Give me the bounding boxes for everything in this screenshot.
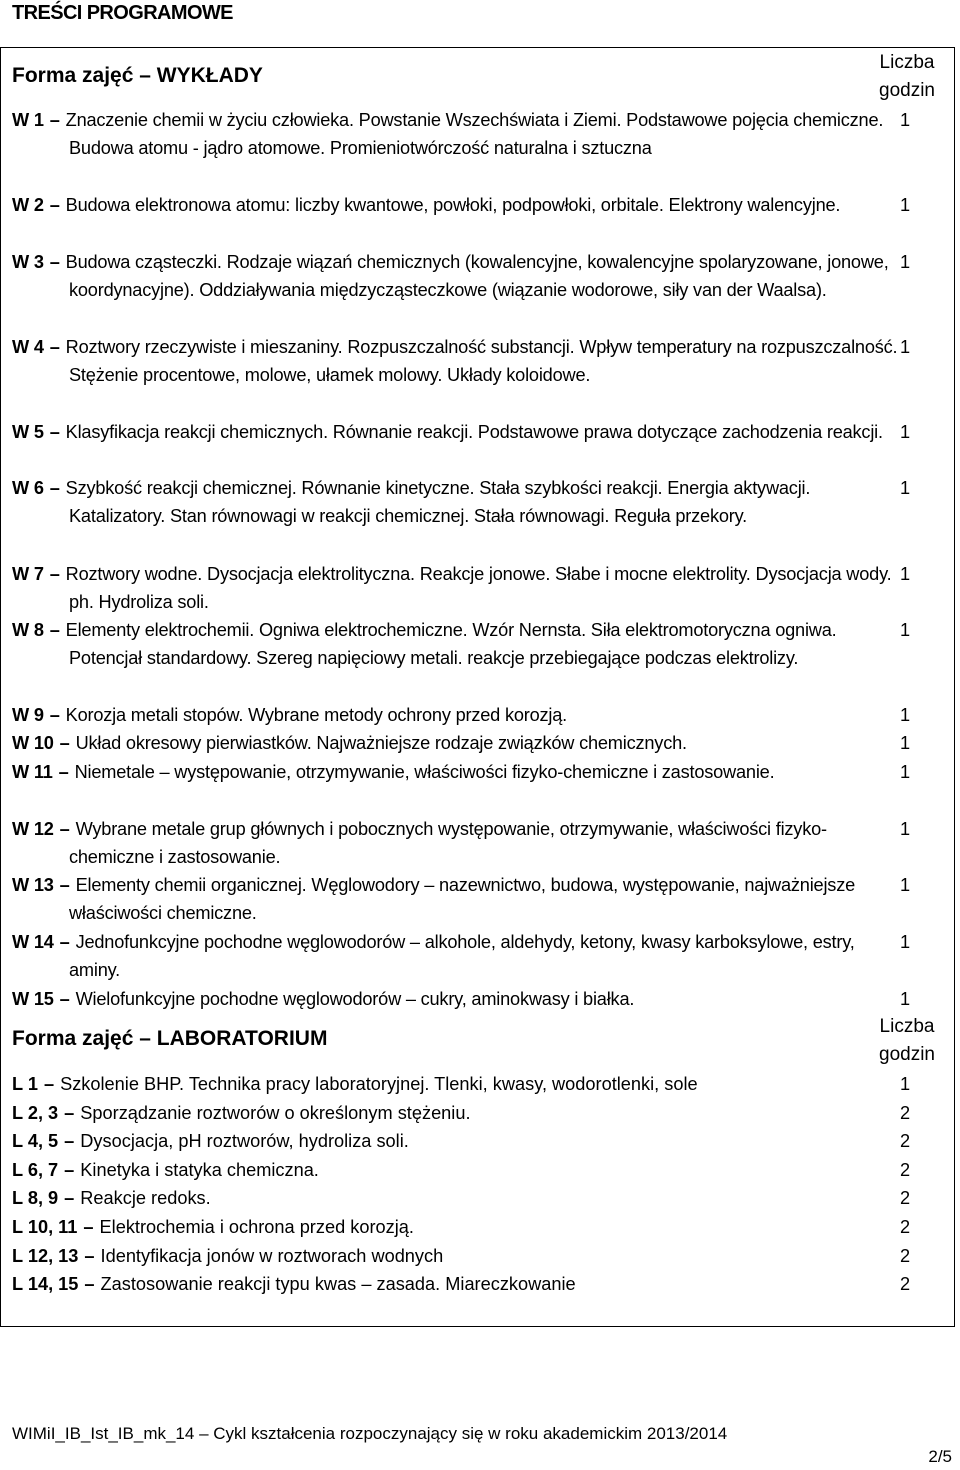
dash: – [139,64,157,87]
lecture-topic: Układ okresowy pierwiastków. Najważniejsze rodzaje związków chemicznych. [75,733,687,753]
lab-topic: Kinetyka i statyka chemiczna. [80,1160,319,1180]
lab-hours: 1 [899,1074,911,1094]
lecture-number: W 11 [12,762,53,782]
dash: – [49,705,60,725]
lecture-hours: 1 [899,337,911,357]
dash: – [84,1274,95,1294]
lab-item [12,1127,892,1155]
lecture-topic: Jednofunkcyjne pochodne węglowodorów – alkohole, aldehydy, ketony, kwasy karboksylowe, estry, aminy. [69,932,855,981]
labs-section-title [12,1027,327,1051]
lecture-topic: Korozja metali stopów. Wybrane metody ochrony przed korozją. [65,705,568,725]
lecture-number: W 13 [12,875,54,895]
lecture-number: W 3 [12,252,44,272]
dash: – [64,1188,75,1208]
dash: – [49,110,60,130]
dash: – [59,819,70,839]
lecture-item [12,474,899,531]
lab-item [12,1242,892,1270]
lecture-hours: 1 [899,110,911,130]
lab-hours: 2 [899,1160,911,1180]
lab-topic: Zastosowanie reakcji typu kwas – zasada. Miareczkowanie [100,1274,576,1294]
lecture-item [12,701,899,729]
lecture-hours: 1 [899,478,911,498]
lecture-number: W 4 [12,337,44,357]
lab-item [12,1156,892,1184]
dash: – [58,762,69,782]
lecture-hours: 1 [899,422,911,442]
lecture-hours: 1 [899,989,911,1009]
dash: – [84,1246,95,1266]
lecture-topic: Klasyfikacja reakcji chemicznych. Równanie reakcji. Podstawowe prawa dotyczące zachodzenia reakcji. [65,422,883,442]
lab-hours: 2 [899,1188,911,1208]
lecture-number: W 5 [12,422,44,442]
dash: – [49,564,60,584]
form-name: WYKŁADY [156,64,263,87]
dash: – [43,1074,55,1094]
lecture-topic: Wielofunkcyjne pochodne węglowodorów – cukry, aminokwasy i białka. [75,989,635,1009]
lecture-number: W 14 [12,932,54,952]
form-label: Forma zajęć [12,64,134,87]
lab-topic: Dysocjacja, pH roztworów, hydroliza soli. [80,1131,409,1151]
lab-number: L 2, 3 [12,1103,59,1123]
lab-item [12,1184,892,1212]
lecture-hours: 1 [899,195,911,215]
lecture-hours: 1 [899,705,911,725]
lecture-item [12,928,899,985]
lecture-number: W 9 [12,705,44,725]
page-heading: TREŚCI PROGRAMOWE [12,2,233,24]
dash: – [49,195,60,215]
lecture-hours: 1 [899,932,911,952]
lecture-number: W 12 [12,819,54,839]
lecture-number: W 8 [12,620,44,640]
lab-hours: 2 [899,1274,911,1294]
lab-topic: Reakcje redoks. [80,1188,211,1208]
form-label: Forma zajęć [12,1027,134,1050]
dash: – [59,989,70,1009]
lab-number: L 12, 13 [12,1246,79,1266]
lecture-topic: Budowa elektronowa atomu: liczby kwantowe, powłoki, podpowłoki, orbitale. Elektrony walencyjne. [65,195,841,215]
dash: – [139,1027,157,1050]
lecture-item [12,248,899,305]
lecture-number: W 1 [12,110,44,130]
lecture-hours: 1 [899,620,911,640]
lab-topic: Szkolenie BHP. Technika pracy laboratoryjnej. Tlenki, kwasy, wodorotlenki, sole [60,1074,698,1094]
lecture-topic: Szybkość reakcji chemicznej. Równanie kinetyczne. Stała szybkości reakcji. Energia aktywacji. Katalizatory. Stan równowagi w reakcji chemicznej. Stała równowagi. Reguła przekory. [65,478,811,527]
dash: – [49,252,60,272]
dash: – [64,1103,75,1123]
dash: – [59,733,70,753]
page-number: 2/5 [928,1447,952,1466]
lecture-hours: 1 [899,819,911,839]
lab-hours: 2 [899,1131,911,1151]
lab-number: L 14, 15 [12,1274,79,1294]
lecture-item [12,758,899,786]
lab-number: L 8, 9 [12,1188,59,1208]
lecture-topic: Niemetale – występowanie, otrzymywanie, właściwości fizyko-chemiczne i zastosowanie. [74,762,775,782]
lab-hours: 2 [899,1246,911,1266]
lecture-topic: Roztwory wodne. Dysocjacja elektrolityczna. Reakcje jonowe. Słabe i mocne elektrolity. Dysocjacja wody. ph. Hydroliza soli. [65,564,892,613]
dash: – [49,620,60,640]
lecture-item [12,106,899,163]
dash: – [64,1131,75,1151]
lecture-hours: 1 [899,875,911,895]
lab-number: L 4, 5 [12,1131,59,1151]
lecture-item [12,418,899,446]
lecture-item [12,985,899,1013]
lecture-hours: 1 [899,762,911,782]
dash: – [49,422,60,442]
lab-item [12,1070,892,1098]
lecture-hours: 1 [899,252,911,272]
lecture-topic: Budowa cząsteczki. Rodzaje wiązań chemicznych (kowalencyjne, kowalencyjne spolaryzowane, jonowe, koordynacyjne). Oddziaływania międzycząsteczkowe (wiązanie wodorowe, siły van der Waalsa). [65,252,889,301]
lab-number: L 10, 11 [12,1217,78,1237]
lecture-number: W 7 [12,564,44,584]
dash: – [49,337,60,357]
lecture-number: W 15 [12,989,54,1009]
lecture-number: W 10 [12,733,54,753]
lecture-hours: 1 [899,564,911,584]
dash: – [59,875,70,895]
lecture-topic: Elementy chemii organicznej. Węglowodory – nazewnictwo, budowa, występowanie, najważniejsze właściwości chemiczne. [69,875,855,924]
dash: – [49,478,60,498]
lab-topic: Sporządzanie roztworów o określonym stężeniu. [80,1103,471,1123]
lecture-item [12,333,899,390]
lab-item [12,1099,892,1127]
lab-item [12,1270,892,1298]
lecture-item [12,871,899,928]
form-name: LABORATORIUM [156,1027,328,1050]
labs-hours-header: Liczba godzin [879,1016,935,1065]
lecture-item [12,191,899,219]
lab-hours: 2 [899,1217,911,1237]
document-footer: WIMiI_IB_Ist_IB_mk_14 – Cykl kształcenia rozpoczynający się w roku akademickim 2013/2014 [12,1424,728,1443]
lecture-item [12,815,899,872]
lecture-hours: 1 [899,733,911,753]
lecture-topic: Wybrane metale grup głównych i pobocznych występowanie, otrzymywanie, właściwości fizyko-chemiczne i zastosowanie. [69,819,827,868]
lecture-topic: Elementy elektrochemii. Ogniwa elektrochemiczne. Wzór Nernsta. Siła elektromotoryczna ogniwa. Potencjał standardowy. Szereg napięciowy metali. reakcje przebiegające podczas elektrolizy. [65,620,837,669]
lab-number: L 6, 7 [12,1160,59,1180]
lecture-topic: Roztwory rzeczywiste i mieszaniny. Rozpuszczalność substancji. Wpływ temperatury na rozpuszczalność. Stężenie procentowe, molowe, ułamek molowy. Układy koloidowe. [65,337,898,386]
lectures-hours-header: Liczba godzin [879,52,935,101]
lecture-item [12,616,899,673]
dash: – [59,932,70,952]
lab-topic: Identyfikacja jonów w roztworach wodnych [100,1246,444,1266]
lecture-number: W 2 [12,195,44,215]
lab-number: L 1 [12,1074,38,1094]
lecture-number: W 6 [12,478,44,498]
lecture-item [12,729,899,757]
lab-topic: Elektrochemia i ochrona przed korozją. [99,1217,414,1237]
lab-item [12,1213,892,1241]
lab-hours: 2 [899,1103,911,1123]
lecture-topic: Znaczenie chemii w życiu człowieka. Powstanie Wszechświata i Ziemi. Podstawowe pojęcia chemiczne. Budowa atomu - jądro atomowe. Promieniotwórczość naturalna i sztuczna [65,110,884,159]
lectures-section-title [12,64,263,88]
dash: – [83,1217,94,1237]
lecture-item [12,560,899,617]
dash: – [64,1160,75,1180]
